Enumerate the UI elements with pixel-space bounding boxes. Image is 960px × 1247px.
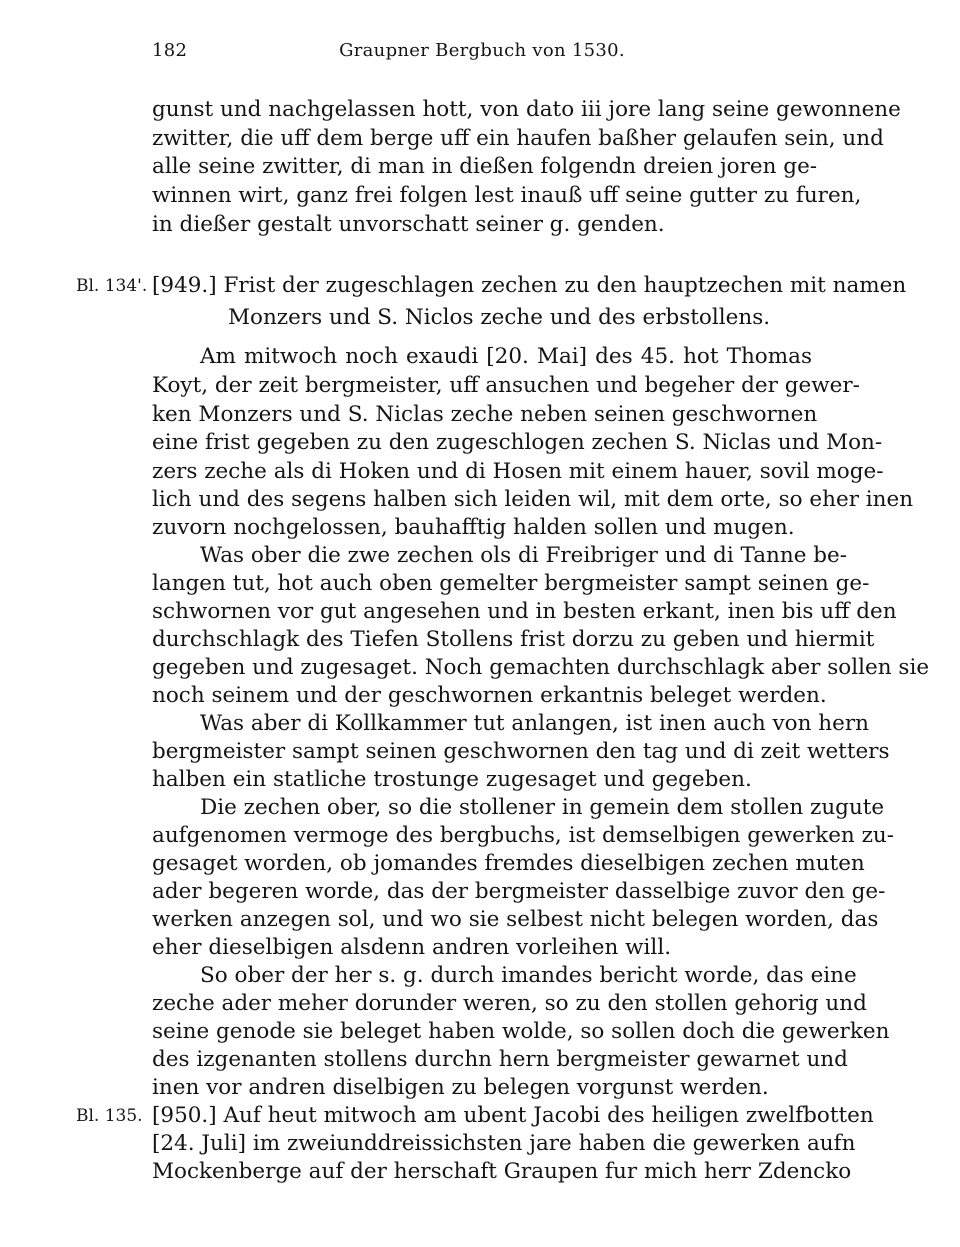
text-line: gesaget worden, ob jomandes fremdes dieselbigen zechen muten bbox=[152, 851, 865, 876]
text-line: bergmeister sampt seinen geschwornen den tag und di zeit wetters bbox=[152, 739, 890, 764]
text-line: schwornen vor gut angesehen und in besten erkant, inen bis uff den bbox=[152, 599, 897, 624]
text-line: zuvorn nochgelossen, bauhafftig halden sollen und mugen. bbox=[152, 515, 795, 540]
text-line: Was ober die zwe zechen ols di Freibriger und di Tanne be- bbox=[200, 543, 848, 568]
text-line: zwitter, die uff dem berge uff ein haufen baßher gelaufen sein, und bbox=[152, 126, 884, 151]
text-line: gegeben und zugesaget. Noch gemachten durchschlagk aber sollen sie bbox=[152, 655, 930, 680]
text-line: ken Monzers und S. Niclas zeche neben seinen geschwornen bbox=[152, 402, 818, 427]
text-line: alle seine zwitter, di man in dießen folgendn dreien joren ge- bbox=[152, 154, 818, 179]
text-line: [950.] Auf heut mitwoch am ubent Jacobi des heiligen zwelfbotten bbox=[152, 1103, 874, 1128]
text-line: gunst und nachgelassen hott, von dato iii jore lang seine gewonnene bbox=[152, 97, 901, 122]
text-line: seine genode sie beleget haben wolde, so sollen doch die gewerken bbox=[152, 1019, 890, 1044]
text-line: zers zeche als di Hoken und di Hosen mit einem hauer, sovil moge- bbox=[152, 459, 884, 484]
entry-heading: [949.] Frist der zugeschlagen zechen zu den hauptzechen mit namen bbox=[152, 273, 907, 298]
text-line: aufgenomen vermoge des bergbuchs, ist demselbigen gewerken zu- bbox=[152, 823, 895, 848]
text-line: inen vor andren diselbigen zu belegen vorgunst werden. bbox=[152, 1075, 769, 1100]
entry-heading-continuation: Monzers und S. Niclos zeche und des erbstollens. bbox=[228, 305, 771, 330]
text-line: eine frist gegeben zu den zugeschlogen zechen S. Niclas und Mon- bbox=[152, 430, 883, 455]
text-line: ader begeren worde, das der bergmeister dasselbige zuvor den ge- bbox=[152, 879, 886, 904]
text-line: durchschlagk des Tiefen Stollens frist dorzu zu geben und hiermit bbox=[152, 627, 875, 652]
text-line: werken anzegen sol, und wo sie selbest nicht belegen worden, das bbox=[152, 907, 879, 932]
text-line: des izgenanten stollens durchn hern bergmeister gewarnet und bbox=[152, 1047, 848, 1072]
text-line: So ober der her s. g. durch imandes bericht worde, das eine bbox=[200, 963, 857, 988]
text-line: langen tut, hot auch oben gemelter bergmeister sampt seinen ge- bbox=[152, 571, 870, 596]
text-line: Was aber di Kollkammer tut anlangen, ist inen auch von hern bbox=[200, 711, 869, 736]
page-number: 182 bbox=[152, 40, 188, 61]
text-line: [24. Juli] im zweiunddreissichsten jare haben die gewerken aufn bbox=[152, 1131, 856, 1156]
margin-reference: Bl. 135. bbox=[76, 1106, 143, 1126]
running-title: Graupner Bergbuch von 1530. bbox=[339, 40, 625, 61]
text-line: halben ein statliche trostunge zugesaget und gegeben. bbox=[152, 767, 752, 792]
text-line: Koyt, der zeit bergmeister, uff ansuchen und begeher der gewer- bbox=[152, 373, 860, 398]
text-line: Mockenberge auf der herschaft Graupen fur mich herr Zdencko bbox=[152, 1159, 852, 1184]
text-line: noch seinem und der geschwornen erkantnis beleget werden. bbox=[152, 683, 827, 708]
text-line: Am mitwoch noch exaudi [20. Mai] des 45. hot Thomas bbox=[200, 344, 812, 369]
text-line: lich und des segens halben sich leiden wil, mit dem orte, so eher inen bbox=[152, 487, 914, 512]
text-line: zeche ader meher dorunder weren, so zu den stollen gehorig und bbox=[152, 991, 867, 1016]
margin-reference: Bl. 134'. bbox=[76, 276, 148, 296]
text-line: in dießer gestalt unvorschatt seiner g. genden. bbox=[152, 212, 665, 237]
text-line: winnen wirt, ganz frei folgen lest inauß uff seine gutter zu furen, bbox=[152, 183, 862, 208]
text-line: Die zechen ober, so die stollener in gemein dem stollen zugute bbox=[200, 795, 885, 820]
page-header bbox=[152, 40, 812, 70]
text-line: eher dieselbigen alsdenn andren vorleihen will. bbox=[152, 935, 672, 960]
